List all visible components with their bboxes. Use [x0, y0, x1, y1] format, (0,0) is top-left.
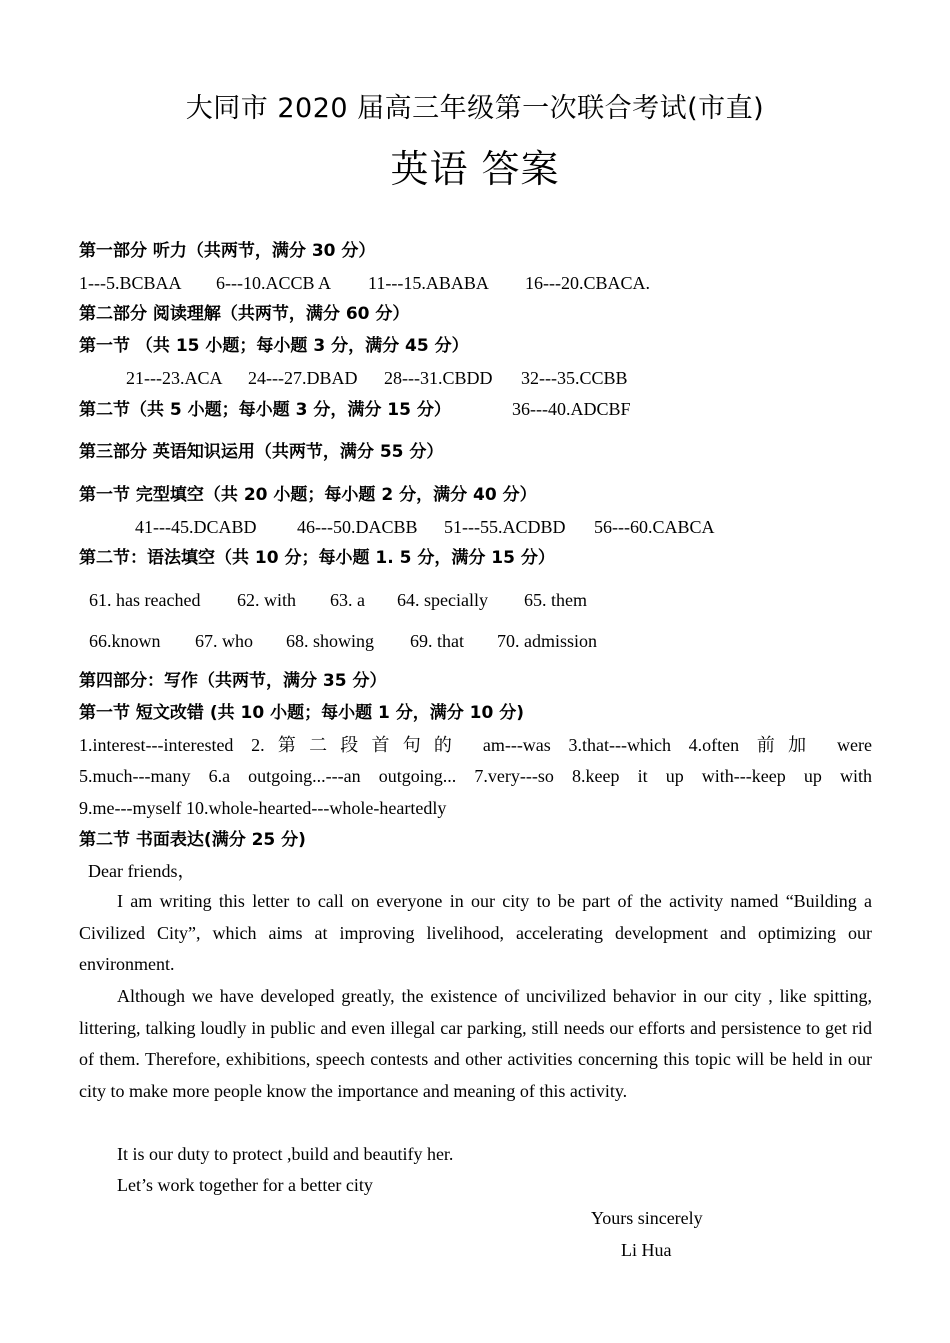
grammar-answers-row2 [89, 630, 882, 652]
answer-group: 51---55.ACDBD [444, 517, 566, 537]
answer-group: 21---23.ACA [126, 368, 223, 388]
answer-group: 56---60.CABCA [594, 517, 715, 537]
answer-item: 69. that [410, 631, 464, 651]
document-subtitle: 英语 答案 [390, 147, 560, 191]
answer-item: 64. specially [397, 590, 488, 610]
error-correction-line2: 5.much---many 6.a outgoing...---an outgoing... 7.very---so 8.keep it up with---keep up with [79, 766, 872, 786]
letter-paragraph: It is our duty to protect ,build and beautify her. [117, 1144, 454, 1164]
part3-section2-heading: 第二节：语法填空（共 10 分；每小题 1. 5 分，满分 15 分） [79, 548, 555, 568]
answer-item: 66.known [89, 631, 161, 651]
answer-item: 70. admission [497, 631, 598, 651]
letter-paragraph: Let’s work together for a better city [117, 1175, 373, 1195]
letter-signature: Li Hua [621, 1240, 672, 1260]
grammar-answers-row1 [89, 589, 882, 611]
error-correction-line1: 1.interest---interested 2.第二段首句的 am---was 3.that---which 4.often 前加 were [79, 735, 872, 755]
letter-paragraph: Although we have developed greatly, the existence of uncivilized behavior in our city , like spitting, littering, talking loudly in public and even illegal car parking, still needs our efforts and persistence to get rid of them. Therefore, exhibitions, speech contests and other activities concerning this topic will be held in our city to make more people know the importance and meaning of this activity. [79, 986, 872, 1101]
answer-item: 63. a [330, 590, 365, 610]
answer-group: 32---35.CCBB [521, 368, 628, 388]
part1-heading: 第一部分 听力（共两节，满分 30 分） [79, 241, 376, 261]
letter-greeting: Dear friends， [88, 861, 196, 881]
letter-closing: Yours sincerely [591, 1208, 703, 1228]
part4-section1-heading: 第一节 短文改错 (共 10 小题；每小题 1 分，满分 10 分) [79, 703, 525, 723]
part1-answers [79, 272, 872, 294]
answer-item: 65. them [524, 590, 587, 610]
part2-heading: 第二部分 阅读理解（共两节，满分 60 分） [79, 304, 410, 324]
answer-item: 62. with [237, 590, 297, 610]
part2-section1-heading: 第一节 （共 15 小题；每小题 3 分，满分 45 分） [79, 336, 469, 356]
answer-group: 11---15.ABABA [368, 273, 489, 293]
answer-group: 24---27.DBAD [248, 368, 358, 388]
answer-group: 6---10.ACCB A [216, 273, 332, 293]
document-title: 大同市 2020 届高三年级第一次联合考试(市直) [185, 93, 765, 124]
part3-heading: 第三部分 英语知识运用（共两节，满分 55 分） [79, 442, 444, 462]
error-correction-line3: 9.me---myself 10.whole-hearted---whole-heartedly [79, 798, 447, 818]
part3-section1-answers [135, 516, 928, 538]
part2-section2-heading: 第二节（共 5 小题；每小题 3 分，满分 15 分） [79, 400, 451, 420]
answer-group: 36---40.ADCBF [512, 399, 631, 419]
part4-section2-heading: 第二节 书面表达(满分 25 分) [79, 830, 306, 850]
answer-group: 1---5.BCBAA [79, 273, 182, 293]
answer-group: 16---20.CBACA. [525, 273, 650, 293]
part3-section1-heading: 第一节 完型填空（共 20 小题；每小题 2 分，满分 40 分） [79, 485, 537, 505]
answer-group: 46---50.DACBB [297, 517, 418, 537]
part2-section1-answers [126, 367, 919, 389]
answer-group: 28---31.CBDD [384, 368, 493, 388]
answer-item: 68. showing [286, 631, 375, 651]
part4-heading: 第四部分：写作（共两节，满分 35 分） [79, 671, 387, 691]
part2-section2-row [79, 398, 872, 421]
answer-item: 61. has reached [89, 590, 201, 610]
letter-paragraph: I am writing this letter to call on everyone in our city to be part of the activity named “Building a Civilized City”, which aims at improving livelihood, accelerating development and optimizing our environment. [79, 891, 872, 975]
answer-group: 41---45.DCABD [135, 517, 257, 537]
answer-item: 67. who [195, 631, 253, 651]
